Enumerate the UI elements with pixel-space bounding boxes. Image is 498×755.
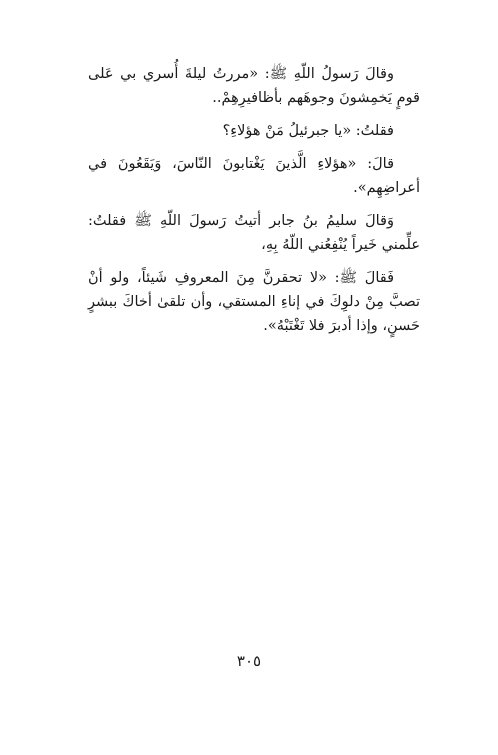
paragraph-4: وَقالَ سليمُ بنُ جابر أتيتُ رَسولَ اللّهِ ﷺ فقلتُ: علِّمني خَيراً يُنْفِعُني اللّهُ بِهِ، — [88, 213, 420, 253]
body-text — [88, 62, 420, 347]
paragraph-5: فَقالَ ﷺ: «لا تحقرنَّ مِنَ المعروفِ شَيئاً، ولو أنْ تصبَّ مِنْ دلوِكَ في إناءِ المستقي، وأن تلقىٰ أخاكَ ببشرٍ حَسنٍ، وإذا أدبرَ فلا تَغْتَبْهُ». — [88, 270, 420, 334]
paragraph-3: قالَ: «هؤلاءِ الَّذينَ يَغْتابونَ النّاسَ، وَيَقَعُونَ في أعراضِهِم». — [88, 156, 420, 196]
paragraph-2: فقلتُ: «يا جبرئيلُ مَنْ هؤلاءِ؟ — [222, 123, 394, 139]
page-number: ٣٠٥ — [236, 652, 262, 670]
paragraph-1: وقالَ رَسولُ اللّهِ ﷺ: «مررتُ ليلةَ أُسري بي عَلى قومٍ يَخمِشونَ وجوهَهم بأظافيرِهِمْ.. — [88, 66, 420, 106]
